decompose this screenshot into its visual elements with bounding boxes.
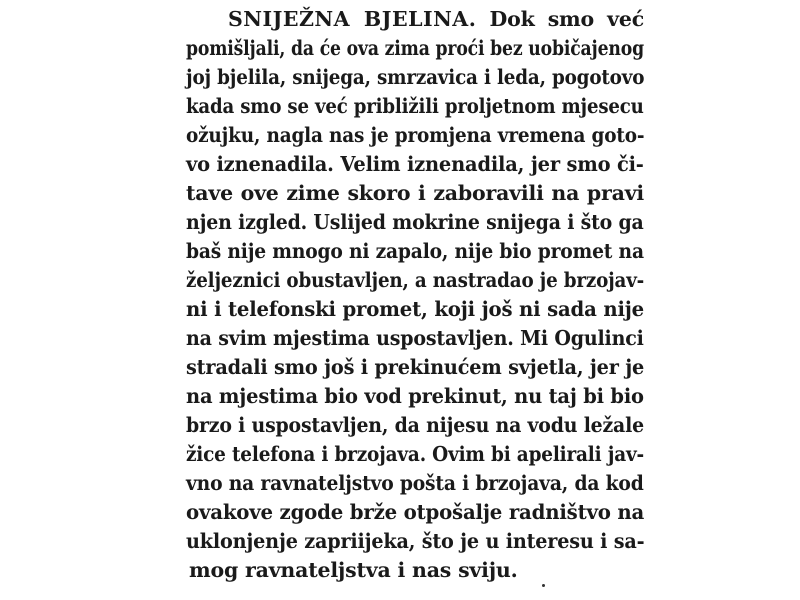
article-line-9: baš nije mnogo ni zapalo, nije bio promet na: [186, 239, 644, 263]
article-line-18: ovakove zgode brže otpošalje radništvo na: [186, 500, 645, 524]
article-line-13: stradali smo još i prekinućem svjetla, jer je: [186, 355, 645, 379]
article-line-16: žice telefona i brzojava. Ovim bi apelirali jav-: [186, 442, 644, 466]
article-line-2: pomišljali, da će ova zima proći bez uobičajenog: [186, 36, 644, 60]
article-text: Dok smo već: [489, 7, 645, 31]
article-headline: SNIJEŽNA BJELINA.: [228, 7, 477, 31]
article-line-7: tave ove zime skoro i zaboravili na pravi: [186, 181, 644, 205]
article-line-15: brzo i uspostavljen, da nijesu na vodu ležale: [186, 413, 644, 437]
article-line-11: ni i telefonski promet, koji još ni sada nije: [186, 297, 645, 321]
article-line-1: [228, 4, 644, 34]
article-line-12: na svim mjestima uspostavljen. Mi Ogulinci: [186, 326, 644, 350]
article-line-14: na mjestima bio vod prekinut, nu taj bi bio: [186, 384, 644, 408]
article-line-17: vno na ravnateljstvo pošta i brzojava, da kod: [186, 471, 644, 495]
article-line-3: joj bjelila, snijega, smrzavica i leda, pogotovo: [186, 65, 645, 89]
article-line-10: željeznici obustavljen, a nastradao je brzojav-: [186, 268, 645, 292]
print-speck: [542, 584, 545, 587]
article-line-4: kada smo se već približili proljetnom mjesecu: [186, 94, 644, 118]
article-line-6: vo iznenadila. Velim iznenadila, jer smo či-: [186, 152, 644, 176]
article-line-20: mog ravnateljstva i nas sviju.: [189, 558, 518, 582]
news-article: [186, 0, 646, 600]
article-line-8: njen izgled. Uslijed mokrine snijega i što ga: [186, 210, 644, 234]
article-line-19: uklonjenje zapriijeka, što je u interesu i sa-: [186, 529, 645, 553]
article-line-5: ožujku, nagla nas je promjena vremena goto-: [186, 123, 645, 147]
